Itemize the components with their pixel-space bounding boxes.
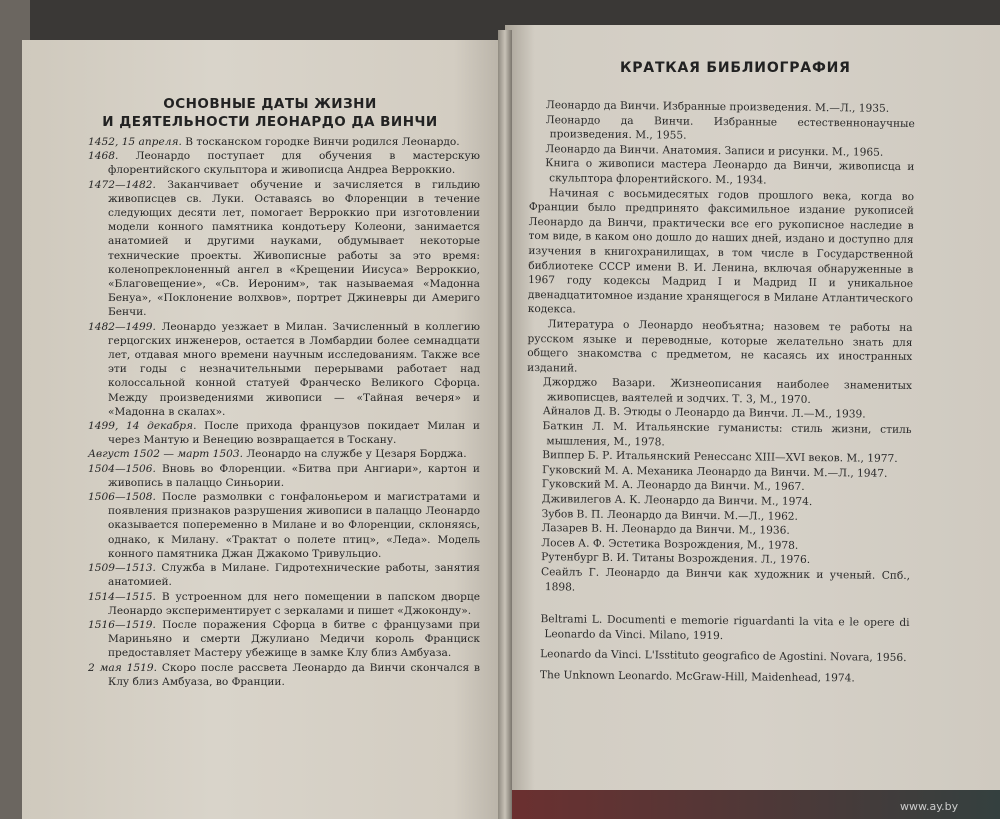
bibliography-item: Леонардо да Винчи. Избранные естественнонаучные произведения. М., 1955.	[545, 113, 915, 142]
bibliography-item: Сеайлъ Г. Леонардо да Винчи как художник и ученый. Спб., 1898.	[540, 566, 911, 594]
title-line-2: И ДЕЯТЕЛЬНОСТИ ЛЕОНАРДО ДА ВИНЧИ	[102, 114, 438, 130]
bibliography-item: Beltrami L. Documenti e memorie riguardanti la vita e le opere di Leonardo da Vinci. Milano, 1919.	[540, 613, 910, 642]
chronology-entry: 1516—1519. После поражения Сфорца в битве с французами при Мариньяно и смерти Джулиано Медичи король Франциск предоставляет Мастеру убежище в замке Клу близ Амбуаза.	[88, 618, 480, 660]
chronology-list	[88, 135, 480, 689]
chronology-entry: 1472—1482. Заканчивает обучение и зачисляется в гильдию живописцев св. Луки. Оставаясь во Флоренции в течение следующих десяти лет, помогает Верроккио при изготовлении модели конного памятника кондотьеру Колеони, занимается анатомией и другими науками, обдумывает некоторые технические проекты. Живописные работы за это время: коленопреклоненный ангел в «Крещении Иисуса» Верроккио, «Благовещение», «Св. Иероним», так называемая «Мадонна Бенуа», «Поклонение волхвов», портрет Джиневры ди Америго Бенчи.	[88, 178, 480, 319]
chronology-entry: 1482—1499. Леонардо уезжает в Милан. Зачисленный в коллегию герцогских инженеров, остается в Ломбардии более семнадцати лет, отдавая много времени научным исследованиям. Также все эти годы с незначительными перерывами работает над колоссальной конной статуей Франческо Великого Сфорца. Между произведениями живописи — «Тайная вечеря» и «Мадонна в скалах».	[88, 320, 480, 418]
bibliography-item: Книга о живописи мастера Леонардо да Винчи, живописца и скульптора флорентийского. М., 1934.	[545, 157, 915, 187]
bibliography-note: Литература о Леонардо необъятна; назовем те работы на русском языке и переводные, которые желательно знать для общего знакомства с предметом, не касаясь их иностранных изданий.	[527, 318, 913, 375]
bibliography-item: Баткин Л. М. Итальянские гуманисты: стиль жизни, стиль мышления, М., 1978.	[542, 420, 912, 449]
chronology-entry: 1514—1515. В устроенном для него помещении в папском дворце Леонардо экспериментирует с зеркалами и пишет «Джоконду».	[88, 590, 480, 617]
bibliography-item: Лосев А. Ф. Эстетика Возрождения, М., 1978.	[541, 536, 799, 552]
bibliography-item: Дживилегов А. К. Леонардо да Винчи. М., 1974.	[541, 493, 813, 509]
bibliography-item: Леонардо да Винчи. Избранные произведения. М.—Л., 1935.	[545, 99, 890, 115]
bibliography-note: Начиная с восьмидесятых годов прошлого века, когда во Франции было предпринято факсимильное издание рукописей Леонардо да Винчи, практически все его рукописное наследие в том виде, в каком оно дошло до наших дней, издано и доступно для изучения в книгохранилищах, в том числе в Государственной библиотеке СССР имени В. И. Ленина, включая обнаруженные в 1967 году кодексы Мадрид I и Мадрид II и уникальное двенадцатитомное издание хранящегося в Милане Атлантического кодекса.	[527, 186, 915, 316]
watermark: www.ay.by	[900, 800, 959, 813]
right-page-title: КРАТКАЯ БИБЛИОГРАФИЯ	[620, 60, 851, 76]
title-line-1: ОСНОВНЫЕ ДАТЫ ЖИЗНИ	[163, 96, 377, 112]
chronology-entry: 2 мая 1519. Скоро после рассвета Леонардо да Винчи скончался в Клу близ Амбуаза, во Франции.	[88, 661, 481, 688]
chronology-entry: Август 1502 — март 1503. Леонардо на службе у Цезаря Борджа.	[88, 448, 467, 461]
chronology-entry: 1506—1508. После размолвки с гонфалоньером и магистратами и появления признаков разрушения живописи в палаццо Леонардо оказывается попеременно в Милане и во Флоренции, склоняясь, однако, к Милану. «Трактат о полете птиц», «Леда». Модель конного памятника Джан Джакомо Тривульцио.	[88, 491, 480, 560]
bibliography-item: Джорджо Вазари. Жизнеописания наиболее знаменитых живописцев, ваятелей и зодчих. Т. 3, М., 1970.	[542, 376, 913, 406]
chronology-entry: 1468. Леонардо поступает для обучения в мастерскую флорентийского скульптора и живописца Андреа Верроккио.	[88, 150, 480, 177]
chronology-entry: 1509—1513. Служба в Милане. Гидротехнические работы, занятия анатомией.	[88, 562, 480, 589]
bibliography-item: Виппер Б. Р. Итальянский Ренессанс XIII—XVI веков. М., 1977.	[542, 449, 898, 466]
book-spine	[498, 30, 512, 819]
bibliography-item: Айналов Д. В. Этюды о Леонардо да Винчи. Л.—М., 1939.	[542, 405, 866, 422]
bibliography-item: Гуковский М. А. Механика Леонардо да Винчи. М.—Л., 1947.	[542, 463, 888, 480]
bibliography-item: Рутенбург В. И. Титаны Возрождения. Л., 1976.	[541, 551, 811, 567]
chronology-entry: 1504—1506. Вновь во Флоренции. «Битва при Ангиари», картон и живопись в палаццо Синьории.	[88, 462, 480, 489]
bibliography-list	[524, 98, 915, 687]
left-page-title	[70, 95, 470, 131]
bibliography-item: Лазарев В. Н. Леонардо да Винчи. М., 1936.	[541, 522, 790, 537]
chronology-entry: 1499, 14 декабря. После прихода французов покидает Милан и через Мантую и Венецию возвращается в Тоскану.	[88, 420, 480, 447]
bibliography-item: Гуковский М. А. Леонардо да Винчи. М., 1967.	[541, 478, 805, 494]
bibliography-item: Leonardo da Vinci. L'Isstituto geografico de Agostini. Novara, 1956.	[540, 648, 907, 665]
bibliography-item: Леонардо да Винчи. Анатомия. Записи и рисунки. М., 1965.	[545, 142, 884, 159]
bibliography-item: The Unknown Leonardo. McGraw-Hill, Maidenhead, 1974.	[539, 669, 855, 685]
chronology-entry: 1452, 15 апреля. В тосканском городке Винчи родился Леонардо.	[88, 136, 460, 148]
bibliography-item: Зубов В. П. Леонардо да Винчи. М.—Л., 1962.	[541, 507, 799, 523]
